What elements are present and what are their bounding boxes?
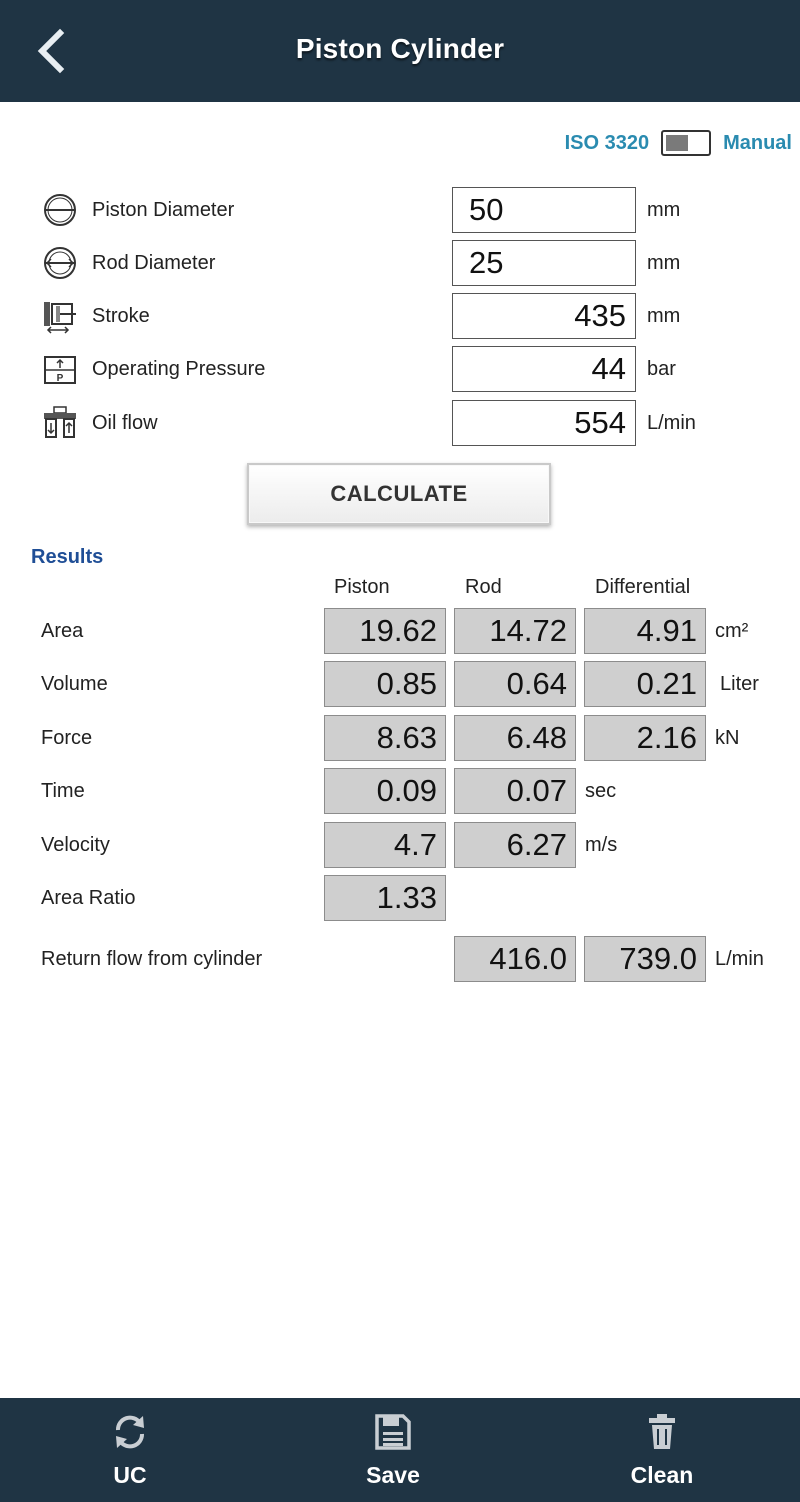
result-unit: Liter [720, 673, 759, 695]
input-unit: bar [647, 358, 676, 380]
result-row-area-ratio [0, 875, 800, 921]
input-label: Operating Pressure [92, 358, 266, 380]
result-unit: cm² [715, 620, 749, 642]
result-label: Velocity [41, 834, 110, 856]
result-unit: L/min [715, 948, 764, 970]
results-title: Results [31, 546, 104, 568]
save-icon [373, 1412, 413, 1452]
refresh-icon [110, 1412, 150, 1452]
clean-button[interactable] [592, 1398, 732, 1502]
velocity-rod-output: 6.27 [454, 822, 576, 868]
piston-diameter-input[interactable]: 50 [452, 187, 636, 233]
iso-mode-label[interactable]: ISO 3320 [564, 131, 650, 154]
time-piston-output: 0.09 [324, 768, 446, 814]
stroke-icon [42, 298, 78, 334]
result-label: Area Ratio [41, 887, 136, 909]
input-label: Oil flow [92, 412, 158, 434]
result-unit: kN [715, 727, 740, 749]
operating-pressure-input[interactable]: 44 [452, 346, 636, 392]
result-row-force [0, 715, 800, 761]
velocity-piston-output: 4.7 [324, 822, 446, 868]
piston-diameter-icon [42, 192, 78, 228]
uc-button[interactable] [60, 1398, 200, 1502]
nav-label: UC [113, 1462, 147, 1488]
mode-switch-row [565, 128, 792, 158]
result-label: Force [41, 727, 93, 749]
input-row-rod-diameter [0, 240, 800, 286]
pressure-icon [42, 351, 78, 387]
result-label: Return flow from cylinder [41, 948, 263, 970]
input-unit: mm [647, 305, 681, 327]
page-title: Piston Cylinder [295, 33, 505, 64]
area-ratio-output: 1.33 [324, 875, 446, 921]
oil-flow-icon [42, 405, 78, 441]
result-label: Area [41, 620, 84, 642]
manual-mode-label[interactable]: Manual [723, 131, 792, 154]
input-row-oil-flow [0, 400, 800, 446]
column-header-differential: Differential [595, 576, 691, 598]
column-header-rod: Rod [465, 576, 502, 598]
input-unit: mm [647, 252, 681, 274]
return-flow-differential-output: 739.0 [584, 936, 706, 982]
nav-label: Clean [630, 1462, 694, 1488]
oil-flow-input[interactable]: 554 [452, 400, 636, 446]
volume-rod-output: 0.64 [454, 661, 576, 707]
rod-diameter-input[interactable]: 25 [452, 240, 636, 286]
force-differential-output: 2.16 [584, 715, 706, 761]
force-rod-output: 6.48 [454, 715, 576, 761]
input-label: Stroke [92, 305, 150, 327]
time-rod-output: 0.07 [454, 768, 576, 814]
area-differential-output: 4.91 [584, 608, 706, 654]
result-row-volume [0, 661, 800, 707]
result-unit: m/s [585, 834, 618, 856]
input-row-piston-diameter [0, 187, 800, 233]
result-label: Time [41, 780, 85, 802]
stroke-input[interactable]: 435 [452, 293, 636, 339]
input-unit: mm [647, 199, 681, 221]
input-unit: L/min [647, 412, 696, 434]
volume-differential-output: 0.21 [584, 661, 706, 707]
force-piston-output: 8.63 [324, 715, 446, 761]
result-label: Volume [41, 673, 108, 695]
mode-toggle[interactable] [661, 130, 711, 156]
save-button[interactable] [323, 1398, 463, 1502]
input-row-operating-pressure [0, 346, 800, 392]
area-rod-output: 14.72 [454, 608, 576, 654]
svg-text:P: P [56, 373, 64, 384]
volume-piston-output: 0.85 [324, 661, 446, 707]
result-row-velocity [0, 822, 800, 868]
calculate-button[interactable]: CALCULATE [247, 463, 551, 525]
top-app-bar [0, 0, 800, 102]
return-flow-rod-output: 416.0 [454, 936, 576, 982]
input-label: Piston Diameter [92, 199, 235, 221]
result-row-area [0, 608, 800, 654]
result-row-time [0, 768, 800, 814]
column-header-piston: Piston [334, 576, 390, 598]
toggle-knob [666, 135, 688, 151]
input-label: Rod Diameter [92, 252, 216, 274]
input-row-stroke [0, 293, 800, 339]
area-piston-output: 19.62 [324, 608, 446, 654]
result-row-return-flow [0, 936, 800, 982]
rod-diameter-icon [42, 245, 78, 281]
nav-label: Save [366, 1462, 420, 1488]
result-unit: sec [585, 780, 617, 802]
bottom-nav-bar [0, 1398, 800, 1502]
trash-icon [642, 1412, 682, 1452]
